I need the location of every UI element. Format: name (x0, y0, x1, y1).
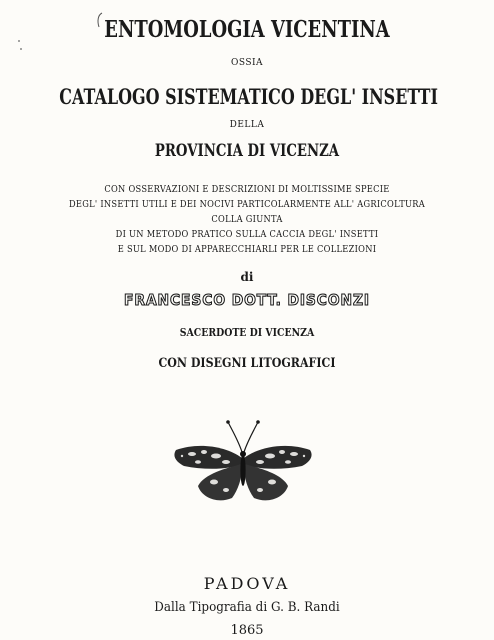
butterfly-vignette-icon (168, 412, 318, 512)
connector-della: DELLA (229, 120, 265, 130)
imprint-year: 1865 (230, 623, 264, 638)
book-subtitle: CATALOGO SISTEMATICO DEGL' INSETTI (59, 84, 439, 109)
region-title: PROVINCIA DI VICENZA (154, 141, 340, 161)
author-name: FRANCESCO DOTT. DISCONZI (124, 291, 370, 309)
description-line: DI UN METODO PRATICO SULLA CACCIA DEGL' INSETTI (115, 230, 379, 240)
illustrations-note: CON DISEGNI LITOGRAFICI (158, 356, 336, 371)
description-line: CON OSSERVAZIONI E DESCRIZIONI DI MOLTISSIME SPECIE (104, 185, 390, 195)
description-line: E SUL MODO DI APPARECCHIARLI PER LE COLLEZIONI (117, 245, 377, 255)
description-line: COLLA GIUNTA (211, 215, 283, 225)
imprint-city: PADOVA (203, 574, 291, 593)
connector-ossia: OSSIA (230, 58, 264, 68)
author-role: SACERDOTE DI VICENZA (179, 326, 315, 339)
ink-speck (18, 40, 20, 42)
imprint-printer: Dalla Tipografia di G. B. Randi (154, 600, 340, 615)
connector-di: di (240, 270, 254, 284)
book-title: ENTOMOLOGIA VICENTINA (104, 16, 390, 43)
description-line: DEGL' INSETTI UTILI E DEI NOCIVI PARTICOLARMENTE ALL' AGRICOLTURA (68, 200, 426, 210)
ink-speck (20, 48, 22, 50)
